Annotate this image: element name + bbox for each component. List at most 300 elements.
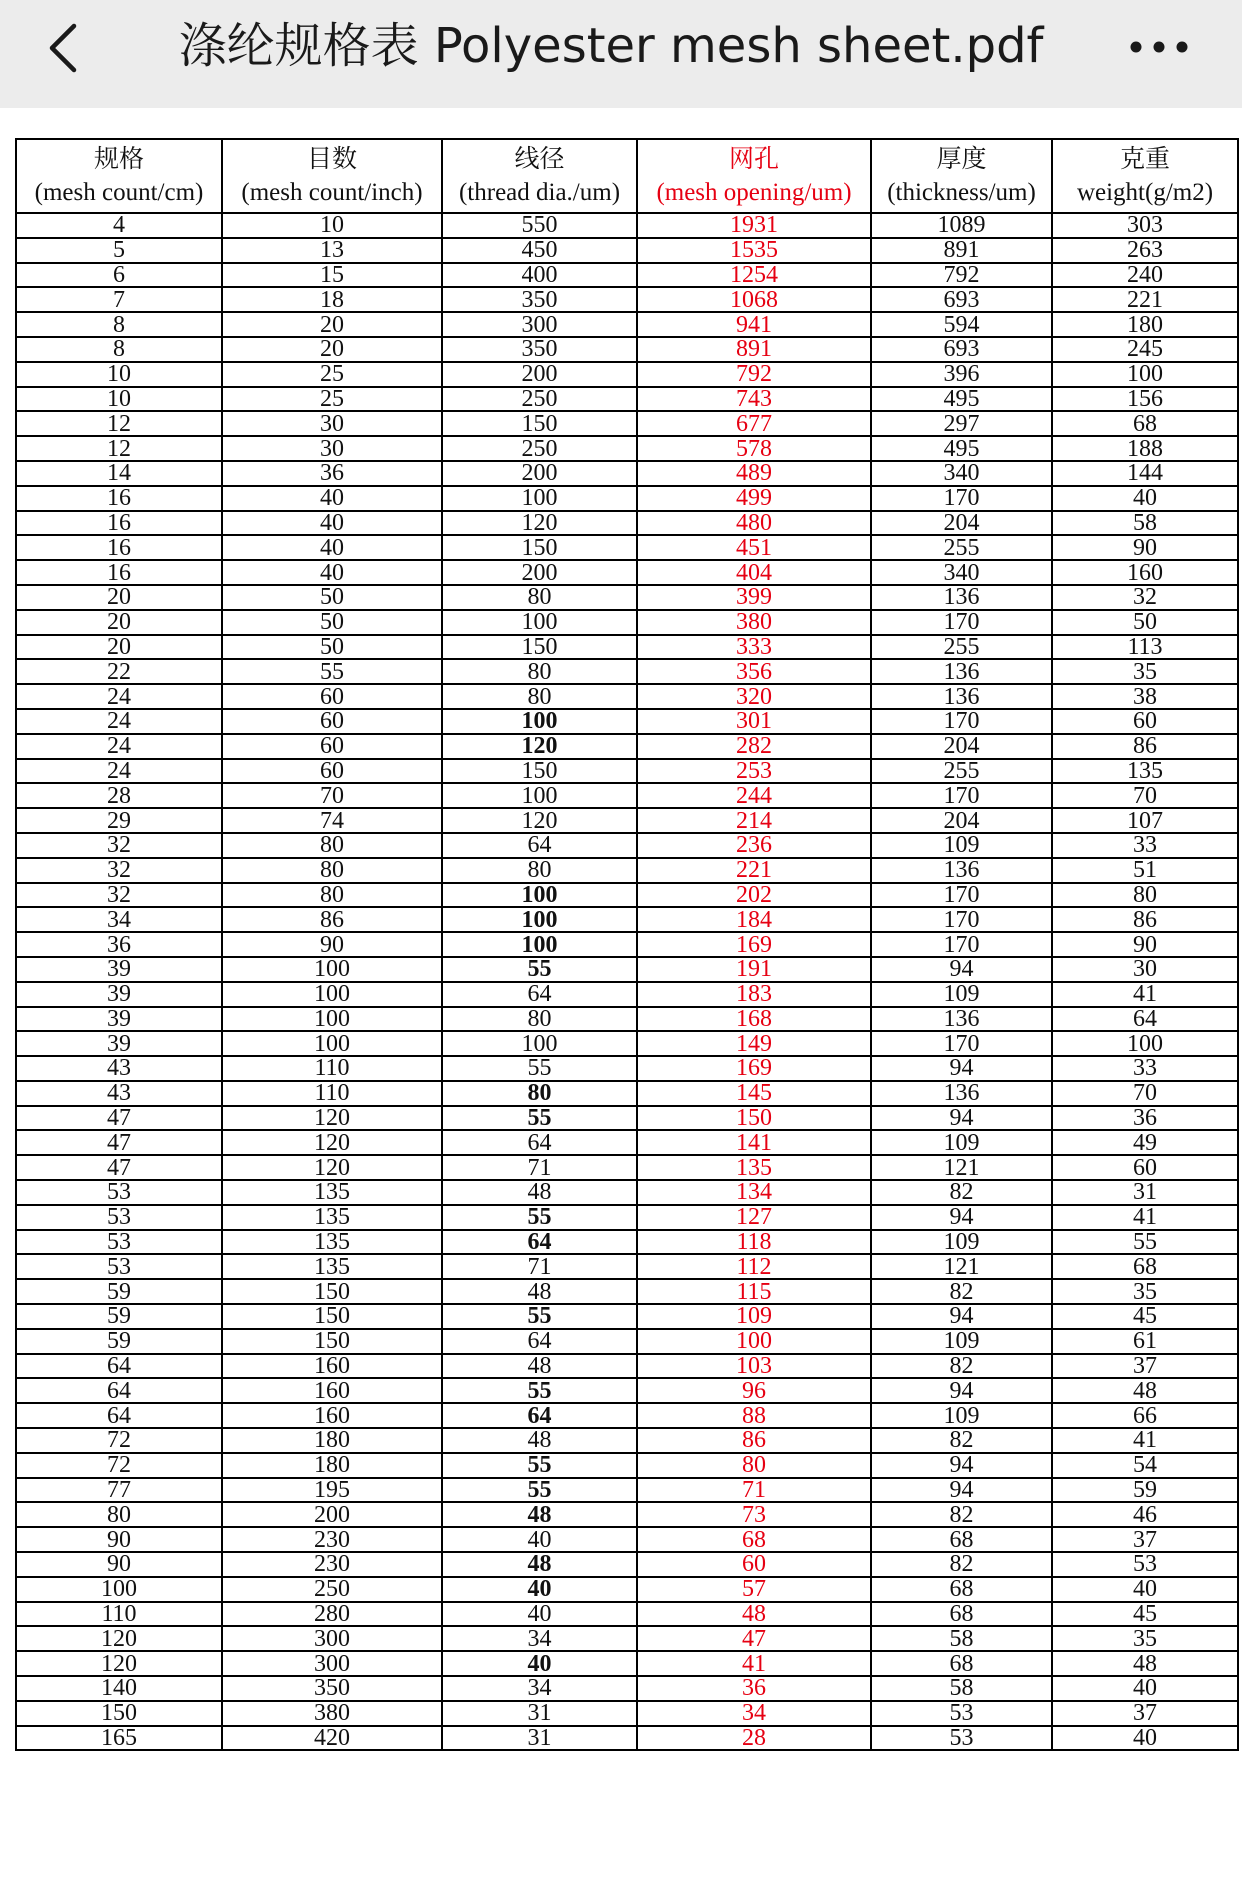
cell-thread-dia: 450: [442, 238, 637, 263]
cell-thread-dia: 55: [442, 1478, 637, 1503]
cell-mesh-opening: 191: [637, 957, 871, 982]
cell-mesh-opening: 499: [637, 486, 871, 511]
cell-mesh-opening: 127: [637, 1205, 871, 1230]
cell-thickness: 204: [871, 734, 1052, 759]
cell-thread-dia: 400: [442, 263, 637, 288]
cell-mesh-count-inch: 180: [222, 1428, 442, 1453]
cell-thread-dia: 80: [442, 858, 637, 883]
cell-weight: 40: [1052, 1676, 1238, 1701]
cell-mesh-count-inch: 200: [222, 1502, 442, 1527]
cell-mesh-count-cm: 10: [16, 362, 222, 387]
more-button[interactable]: [1120, 22, 1200, 72]
table-row: [16, 1254, 1238, 1279]
cell-thickness: 94: [871, 1106, 1052, 1131]
cell-mesh-opening: 60: [637, 1552, 871, 1577]
cell-thread-dia: 64: [442, 1403, 637, 1428]
cell-mesh-count-inch: 180: [222, 1453, 442, 1478]
cell-thickness: 255: [871, 759, 1052, 784]
cell-thickness: 693: [871, 287, 1052, 312]
cell-thread-dia: 55: [442, 1378, 637, 1403]
cell-mesh-opening: 480: [637, 511, 871, 536]
table-row: [16, 932, 1238, 957]
cell-mesh-count-cm: 12: [16, 436, 222, 461]
table-row: [16, 511, 1238, 536]
cell-thread-dia: 100: [442, 883, 637, 908]
cell-mesh-count-cm: 110: [16, 1602, 222, 1627]
table-row: [16, 1155, 1238, 1180]
cell-thread-dia: 40: [442, 1527, 637, 1552]
table-row: [16, 1279, 1238, 1304]
cell-thickness: 792: [871, 263, 1052, 288]
cell-thread-dia: 100: [442, 610, 637, 635]
cell-mesh-opening: 134: [637, 1180, 871, 1205]
cell-thread-dia: 55: [442, 1453, 637, 1478]
table-row: [16, 312, 1238, 337]
cell-thread-dia: 80: [442, 1007, 637, 1032]
cell-mesh-count-inch: 300: [222, 1626, 442, 1651]
cell-mesh-count-cm: 43: [16, 1056, 222, 1081]
cell-mesh-opening: 168: [637, 1007, 871, 1032]
cell-thickness: 340: [871, 560, 1052, 585]
cell-thickness: 170: [871, 1031, 1052, 1056]
cell-weight: 54: [1052, 1453, 1238, 1478]
cell-mesh-count-inch: 100: [222, 1031, 442, 1056]
cell-mesh-count-cm: 22: [16, 659, 222, 684]
cell-mesh-opening: 1535: [637, 238, 871, 263]
table-body: [16, 213, 1238, 1750]
cell-weight: 35: [1052, 1626, 1238, 1651]
cell-weight: 61: [1052, 1329, 1238, 1354]
cell-mesh-opening: 68: [637, 1527, 871, 1552]
cell-thread-dia: 34: [442, 1626, 637, 1651]
cell-thickness: 58: [871, 1626, 1052, 1651]
table-row: [16, 1701, 1238, 1726]
cell-mesh-count-cm: 43: [16, 1081, 222, 1106]
cell-weight: 40: [1052, 1577, 1238, 1602]
cell-weight: 50: [1052, 610, 1238, 635]
cell-weight: 100: [1052, 362, 1238, 387]
cell-mesh-count-inch: 74: [222, 808, 442, 833]
cell-mesh-count-inch: 86: [222, 907, 442, 932]
cell-mesh-count-inch: 10: [222, 213, 442, 238]
cell-mesh-count-inch: 135: [222, 1205, 442, 1230]
cell-thickness: 68: [871, 1651, 1052, 1676]
cell-thickness: 136: [871, 585, 1052, 610]
table-row: [16, 387, 1238, 412]
cell-mesh-count-inch: 60: [222, 709, 442, 734]
cell-mesh-opening: 489: [637, 461, 871, 486]
cell-mesh-opening: 112: [637, 1254, 871, 1279]
cell-mesh-count-inch: 120: [222, 1130, 442, 1155]
cell-mesh-count-cm: 20: [16, 635, 222, 660]
cell-mesh-count-cm: 5: [16, 238, 222, 263]
cell-mesh-count-inch: 100: [222, 1007, 442, 1032]
cell-weight: 144: [1052, 461, 1238, 486]
cell-weight: 59: [1052, 1478, 1238, 1503]
cell-mesh-opening: 150: [637, 1106, 871, 1131]
cell-mesh-opening: 145: [637, 1081, 871, 1106]
cell-mesh-opening: 1931: [637, 213, 871, 238]
table-row: [16, 635, 1238, 660]
cell-weight: 240: [1052, 263, 1238, 288]
table-row: [16, 684, 1238, 709]
cell-thickness: 109: [871, 1230, 1052, 1255]
cell-thickness: 121: [871, 1254, 1052, 1279]
table-row: [16, 1428, 1238, 1453]
cell-thread-dia: 55: [442, 1205, 637, 1230]
cell-thickness: 82: [871, 1552, 1052, 1577]
cell-weight: 68: [1052, 411, 1238, 436]
cell-thickness: 170: [871, 907, 1052, 932]
table-row: [16, 436, 1238, 461]
cell-thread-dia: 34: [442, 1676, 637, 1701]
cell-mesh-count-cm: 80: [16, 1502, 222, 1527]
cell-thickness: 396: [871, 362, 1052, 387]
cell-mesh-count-cm: 4: [16, 213, 222, 238]
cell-weight: 68: [1052, 1254, 1238, 1279]
cell-thread-dia: 40: [442, 1651, 637, 1676]
cell-thread-dia: 71: [442, 1254, 637, 1279]
cell-mesh-count-inch: 350: [222, 1676, 442, 1701]
cell-thickness: 109: [871, 833, 1052, 858]
cell-mesh-opening: 320: [637, 684, 871, 709]
cell-thickness: 121: [871, 1155, 1052, 1180]
cell-mesh-count-inch: 30: [222, 436, 442, 461]
cell-mesh-count-cm: 20: [16, 585, 222, 610]
table-row: [16, 659, 1238, 684]
cell-mesh-opening: 48: [637, 1602, 871, 1627]
table-row: [16, 858, 1238, 883]
cell-thread-dia: 31: [442, 1726, 637, 1751]
cell-mesh-count-cm: 120: [16, 1651, 222, 1676]
cell-mesh-count-inch: 90: [222, 932, 442, 957]
cell-mesh-opening: 891: [637, 337, 871, 362]
cell-mesh-count-cm: 24: [16, 684, 222, 709]
cell-mesh-count-cm: 39: [16, 1031, 222, 1056]
cell-mesh-opening: 100: [637, 1329, 871, 1354]
cell-thread-dia: 80: [442, 659, 637, 684]
cell-weight: 33: [1052, 1056, 1238, 1081]
cell-thickness: 53: [871, 1701, 1052, 1726]
cell-thickness: 136: [871, 659, 1052, 684]
cell-mesh-count-cm: 39: [16, 982, 222, 1007]
table-row: [16, 461, 1238, 486]
cell-mesh-count-cm: 24: [16, 734, 222, 759]
table-row: [16, 610, 1238, 635]
table-row: [16, 1626, 1238, 1651]
cell-thickness: 136: [871, 1081, 1052, 1106]
cell-weight: 64: [1052, 1007, 1238, 1032]
cell-thickness: 1089: [871, 213, 1052, 238]
cell-mesh-count-inch: 50: [222, 610, 442, 635]
cell-mesh-count-inch: 250: [222, 1577, 442, 1602]
cell-thickness: 109: [871, 1329, 1052, 1354]
cell-mesh-opening: 451: [637, 535, 871, 560]
cell-thickness: 170: [871, 932, 1052, 957]
cell-mesh-count-cm: 32: [16, 883, 222, 908]
cell-mesh-count-cm: 59: [16, 1329, 222, 1354]
cell-mesh-count-inch: 40: [222, 486, 442, 511]
cell-mesh-opening: 202: [637, 883, 871, 908]
table-row: [16, 1354, 1238, 1379]
cell-weight: 45: [1052, 1304, 1238, 1329]
pdf-page: [15, 138, 1237, 1751]
cell-weight: 58: [1052, 511, 1238, 536]
cell-mesh-count-cm: 47: [16, 1130, 222, 1155]
cell-mesh-count-inch: 40: [222, 511, 442, 536]
cell-thickness: 204: [871, 511, 1052, 536]
cell-mesh-count-cm: 64: [16, 1354, 222, 1379]
cell-mesh-count-cm: 90: [16, 1527, 222, 1552]
table-row: [16, 238, 1238, 263]
cell-mesh-opening: 253: [637, 759, 871, 784]
table-row: [16, 1726, 1238, 1751]
cell-mesh-count-cm: 36: [16, 932, 222, 957]
cell-mesh-count-cm: 14: [16, 461, 222, 486]
cell-thickness: 68: [871, 1577, 1052, 1602]
cell-mesh-count-cm: 90: [16, 1552, 222, 1577]
cell-thread-dia: 48: [442, 1180, 637, 1205]
cell-thickness: 82: [871, 1180, 1052, 1205]
cell-mesh-count-cm: 12: [16, 411, 222, 436]
table-row: [16, 287, 1238, 312]
cell-mesh-count-cm: 24: [16, 759, 222, 784]
cell-thread-dia: 200: [442, 461, 637, 486]
table-row: [16, 1502, 1238, 1527]
cell-thread-dia: 100: [442, 907, 637, 932]
cell-thread-dia: 48: [442, 1354, 637, 1379]
cell-weight: 86: [1052, 734, 1238, 759]
cell-mesh-count-inch: 120: [222, 1106, 442, 1131]
cell-mesh-opening: 169: [637, 1056, 871, 1081]
cell-thread-dia: 71: [442, 1155, 637, 1180]
cell-mesh-opening: 149: [637, 1031, 871, 1056]
cell-mesh-opening: 73: [637, 1502, 871, 1527]
cell-mesh-opening: 792: [637, 362, 871, 387]
table-row: [16, 1329, 1238, 1354]
cell-weight: 156: [1052, 387, 1238, 412]
cell-mesh-opening: 141: [637, 1130, 871, 1155]
cell-weight: 245: [1052, 337, 1238, 362]
cell-thread-dia: 550: [442, 213, 637, 238]
cell-thread-dia: 80: [442, 1081, 637, 1106]
table-row: [16, 1007, 1238, 1032]
cell-weight: 49: [1052, 1130, 1238, 1155]
cell-thickness: 136: [871, 858, 1052, 883]
cell-mesh-opening: 96: [637, 1378, 871, 1403]
cell-thickness: 94: [871, 957, 1052, 982]
cell-mesh-count-inch: 80: [222, 858, 442, 883]
cell-mesh-count-inch: 20: [222, 337, 442, 362]
table-row: [16, 411, 1238, 436]
table-row: [16, 759, 1238, 784]
cell-mesh-opening: 80: [637, 1453, 871, 1478]
table-row: [16, 907, 1238, 932]
cell-mesh-count-inch: 70: [222, 783, 442, 808]
table-row: [16, 1403, 1238, 1428]
table-header-row: [16, 139, 1238, 213]
cell-weight: 45: [1052, 1602, 1238, 1627]
cell-weight: 80: [1052, 883, 1238, 908]
cell-mesh-count-inch: 150: [222, 1329, 442, 1354]
cell-mesh-count-cm: 59: [16, 1279, 222, 1304]
cell-mesh-count-cm: 16: [16, 486, 222, 511]
cell-weight: 160: [1052, 560, 1238, 585]
cell-weight: 33: [1052, 833, 1238, 858]
cell-mesh-opening: 301: [637, 709, 871, 734]
cell-weight: 36: [1052, 1106, 1238, 1131]
cell-thread-dia: 55: [442, 1056, 637, 1081]
cell-weight: 51: [1052, 858, 1238, 883]
cell-mesh-count-inch: 25: [222, 362, 442, 387]
cell-weight: 35: [1052, 659, 1238, 684]
cell-thickness: 170: [871, 486, 1052, 511]
cell-thread-dia: 48: [442, 1279, 637, 1304]
table-row: [16, 1081, 1238, 1106]
cell-mesh-opening: 282: [637, 734, 871, 759]
cell-weight: 113: [1052, 635, 1238, 660]
cell-mesh-opening: 47: [637, 1626, 871, 1651]
cell-mesh-count-inch: 60: [222, 759, 442, 784]
document-title: 涤纶规格表 Polyester mesh sheet.pdf: [178, 18, 1044, 74]
cell-thread-dia: 150: [442, 759, 637, 784]
cell-weight: 90: [1052, 535, 1238, 560]
cell-thickness: 495: [871, 387, 1052, 412]
cell-mesh-count-cm: 53: [16, 1180, 222, 1205]
table-row: [16, 833, 1238, 858]
cell-weight: 66: [1052, 1403, 1238, 1428]
cell-thickness: 204: [871, 808, 1052, 833]
cell-mesh-opening: 578: [637, 436, 871, 461]
cell-thread-dia: 300: [442, 312, 637, 337]
cell-weight: 188: [1052, 436, 1238, 461]
table-row: [16, 734, 1238, 759]
cell-mesh-count-cm: 16: [16, 560, 222, 585]
cell-thickness: 94: [871, 1378, 1052, 1403]
cell-weight: 38: [1052, 684, 1238, 709]
cell-mesh-count-cm: 8: [16, 337, 222, 362]
cell-mesh-count-cm: 6: [16, 263, 222, 288]
cell-mesh-count-cm: 47: [16, 1106, 222, 1131]
table-row: [16, 1378, 1238, 1403]
cell-mesh-count-inch: 150: [222, 1304, 442, 1329]
cell-mesh-opening: 236: [637, 833, 871, 858]
cell-mesh-count-inch: 13: [222, 238, 442, 263]
cell-thickness: 891: [871, 238, 1052, 263]
cell-weight: 135: [1052, 759, 1238, 784]
cell-thickness: 109: [871, 1403, 1052, 1428]
cell-weight: 46: [1052, 1502, 1238, 1527]
cell-weight: 60: [1052, 709, 1238, 734]
cell-weight: 37: [1052, 1527, 1238, 1552]
cell-mesh-opening: 88: [637, 1403, 871, 1428]
cell-weight: 100: [1052, 1031, 1238, 1056]
cell-mesh-count-inch: 18: [222, 287, 442, 312]
cell-weight: 41: [1052, 1428, 1238, 1453]
cell-weight: 180: [1052, 312, 1238, 337]
cell-weight: 41: [1052, 1205, 1238, 1230]
cell-mesh-count-cm: 59: [16, 1304, 222, 1329]
cell-mesh-count-cm: 150: [16, 1701, 222, 1726]
cell-mesh-count-inch: 230: [222, 1552, 442, 1577]
cell-mesh-count-cm: 64: [16, 1403, 222, 1428]
cell-mesh-count-cm: 16: [16, 535, 222, 560]
table-row: [16, 783, 1238, 808]
cell-mesh-opening: 356: [637, 659, 871, 684]
cell-mesh-count-cm: 100: [16, 1577, 222, 1602]
cell-thickness: 94: [871, 1478, 1052, 1503]
cell-mesh-count-inch: 135: [222, 1180, 442, 1205]
cell-thickness: 136: [871, 684, 1052, 709]
cell-mesh-count-inch: 160: [222, 1378, 442, 1403]
cell-thread-dia: 250: [442, 387, 637, 412]
table-row: [16, 1106, 1238, 1131]
cell-mesh-count-inch: 80: [222, 883, 442, 908]
cell-thread-dia: 150: [442, 411, 637, 436]
cell-thread-dia: 80: [442, 585, 637, 610]
cell-mesh-count-cm: 53: [16, 1254, 222, 1279]
cell-mesh-count-cm: 53: [16, 1230, 222, 1255]
cell-thickness: 53: [871, 1726, 1052, 1751]
cell-mesh-count-cm: 10: [16, 387, 222, 412]
col-header-mesh-count-inch: 目数 (mesh count/inch): [222, 139, 442, 213]
cell-thread-dia: 64: [442, 1230, 637, 1255]
cell-mesh-count-inch: 20: [222, 312, 442, 337]
cell-mesh-count-cm: 24: [16, 709, 222, 734]
top-bar: [0, 0, 1242, 108]
cell-mesh-count-inch: 36: [222, 461, 442, 486]
cell-mesh-count-cm: 120: [16, 1626, 222, 1651]
cell-mesh-count-inch: 50: [222, 585, 442, 610]
cell-thickness: 94: [871, 1205, 1052, 1230]
cell-mesh-count-inch: 60: [222, 734, 442, 759]
cell-mesh-count-cm: 77: [16, 1478, 222, 1503]
back-button[interactable]: [40, 18, 100, 78]
cell-thickness: 255: [871, 535, 1052, 560]
cell-mesh-opening: 221: [637, 858, 871, 883]
cell-mesh-count-inch: 50: [222, 635, 442, 660]
cell-thickness: 255: [871, 635, 1052, 660]
cell-thread-dia: 55: [442, 957, 637, 982]
cell-weight: 48: [1052, 1378, 1238, 1403]
cell-mesh-opening: 135: [637, 1155, 871, 1180]
cell-thickness: 495: [871, 436, 1052, 461]
cell-mesh-opening: 183: [637, 982, 871, 1007]
col-header-thickness: 厚度 (thickness/um): [871, 139, 1052, 213]
cell-mesh-opening: 380: [637, 610, 871, 635]
cell-mesh-count-cm: 72: [16, 1428, 222, 1453]
cell-thickness: 109: [871, 1130, 1052, 1155]
cell-mesh-opening: 28: [637, 1726, 871, 1751]
cell-weight: 90: [1052, 932, 1238, 957]
table-row: [16, 883, 1238, 908]
cell-mesh-opening: 115: [637, 1279, 871, 1304]
cell-mesh-opening: 244: [637, 783, 871, 808]
cell-thickness: 94: [871, 1056, 1052, 1081]
cell-weight: 55: [1052, 1230, 1238, 1255]
cell-mesh-count-inch: 15: [222, 263, 442, 288]
cell-mesh-count-inch: 160: [222, 1354, 442, 1379]
cell-weight: 53: [1052, 1552, 1238, 1577]
cell-mesh-opening: 71: [637, 1478, 871, 1503]
cell-weight: 40: [1052, 486, 1238, 511]
cell-mesh-count-inch: 280: [222, 1602, 442, 1627]
col-header-weight: 克重 weight(g/m2): [1052, 139, 1238, 213]
cell-mesh-opening: 103: [637, 1354, 871, 1379]
cell-mesh-count-inch: 135: [222, 1230, 442, 1255]
more-horizontal-icon: [1120, 22, 1200, 72]
chevron-left-icon: [40, 18, 100, 78]
